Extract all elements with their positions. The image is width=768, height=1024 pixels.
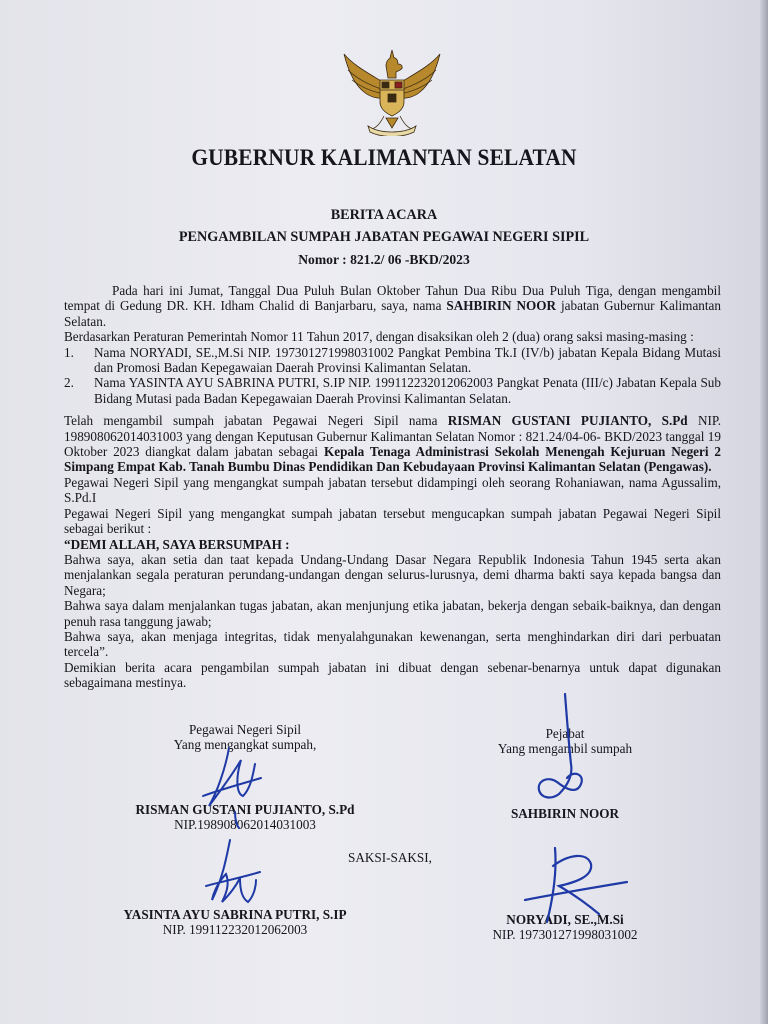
witness-left-block (80, 907, 390, 938)
witness-list-item (64, 345, 721, 376)
document-subject: PENGAMBILAN SUMPAH JABATAN PEGAWAI NEGERI SIPIL (178, 229, 590, 245)
oath-heading-text: “DEMI ALLAH, SAYA BERSUMPAH : (64, 536, 290, 552)
opening-text: Pada hari ini Jumat, Tanggal Dua Puluh Bulan Oktober Tahun Dua Ribu Dua Puluh Tiga, dengan mengambil tempat di Gedung DR. KH. Idham Chalid di Banjarbaru, saya, nama (64, 283, 721, 314)
paragraph-opening (64, 283, 721, 329)
document-title: GUBERNUR KALIMANTAN SELATAN (191, 145, 577, 170)
witness-number: 2. (64, 375, 74, 391)
oath-heading (64, 537, 721, 552)
appointee-decree: NIP. 198908062014031003 yang dengan Keputusan Gubernur Kalimantan Selatan Nomor : 821.24/04-06- BKD/2023 tanggal 19 Oktober 2023 diangkat dalam jabatan sebagai (64, 413, 722, 460)
left-signatory-name: RISMAN GUSTANI PUJIANTO, S.Pd (135, 802, 355, 817)
left-role-line-2: Yang mengangkat sumpah, (173, 737, 317, 753)
document-body (64, 283, 721, 691)
paragraph-appointee (64, 413, 721, 475)
paragraph-legal-basis: Berdasarkan Peraturan Pemerintah Nomor 11 Tahun 2017, dengan disaksikan oleh 2 (dua) orang saksi masing-masing : (64, 329, 694, 345)
document-number: Nomor : 821.2/ 06 -BKD/2023 (298, 252, 470, 267)
appointee-intro: Telah mengambil sumpah jabatan Pegawai Negeri Sipil nama (64, 413, 438, 429)
right-signatory-name: SAHBIRIN NOOR (510, 806, 620, 821)
officiating-name: SAHBIRIN NOOR (446, 298, 557, 314)
officiating-position: jabatan Gubernur Kalimantan Selatan. (64, 298, 722, 329)
paragraph-closing: Demikian berita acara pengambilan sumpah jabatan ini dibuat dengan sebenar-benarnya untuk dapat digunakan sebagaimana mestinya. (64, 659, 721, 691)
signature-appointee (195, 730, 275, 830)
signature-witness-noryadi (495, 842, 635, 932)
appointee-name: RISMAN GUSTANI PUJIANTO, S.Pd (447, 413, 688, 429)
oath-clause-1: Bahwa saya, akan setia dan taat kepada Undang-Undang Dasar Negara Republik Indonesia Tahun 1945 serta akan menjalankan segala peraturan perundang-undangan dengan selurus-lurusnya, demi dharma bakti saya kepada bangsa dan Negara; (64, 551, 721, 598)
left-role-line-1: Pegawai Negeri Sipil (188, 722, 302, 737)
witness-heading: SAKSI-SAKSI, (348, 850, 432, 865)
witness-list-item (64, 375, 721, 406)
witness-right-nip: NIP. 197301271998031002 (492, 927, 638, 943)
oath-clause-3: Bahwa saya, akan menjaga integritas, tidak menyalahgunakan kewenangan, serta menghindarkan diri dari perbuatan tercela”. (64, 628, 721, 660)
witness-left-name: YASINTA AYU SABRINA PUTRI, S.IP (123, 907, 347, 922)
witness-number: 1. (64, 344, 74, 360)
witness-text: Nama YASINTA AYU SABRINA PUTRI, S.IP NIP. 199112232012062003 Pangkat Penata (III/c) Jabatan Kepala Sub Bidang Mutasi pada Badan Kepegawaian Daerah Provinsi Kalimantan Selatan. (94, 375, 721, 406)
appointee-position: Kepala Tenaga Administrasi Sekolah Menengah Kejuruan Negeri 2 Simpang Empat Kab. Tanah Bumbu Dinas Pendidikan Dan Kebudayaan Provinsi Kalimantan Selatan (Pengawas). (64, 444, 722, 475)
signature-governor (515, 690, 605, 810)
witness-left-nip: NIP. 199112232012062003 (162, 922, 308, 938)
right-role-line-1: Pejabat (545, 726, 585, 741)
document-type: BERITA ACARA (330, 207, 438, 223)
paragraph-oath-intro: Pegawai Negeri Sipil yang mengangkat sumpah jabatan tersebut mengucapkan sumpah jabatan Pegawai Negeri Sipil sebagai berikut : (64, 505, 721, 537)
signature-witness-yasinta (200, 836, 270, 910)
right-role-line-2: Yang mengambil sumpah (497, 741, 633, 757)
left-signatory-nip: NIP.198908062014031003 (174, 817, 316, 833)
witness-text: Nama NORYADI, SE.,M.Si NIP. 197301271998031002 Pangkat Pembina Tk.I (IV/b) jabatan Kepala Bidang Mutasi dan Promosi Badan Kepegawaian Daerah Provinsi Kalimantan Selatan. (94, 344, 721, 376)
paragraph-clergy: Pegawai Negeri Sipil yang mengangkat sumpah jabatan tersebut didampingi oleh seorang Rohaniawan, nama Agussalim, S.Pd.I (64, 474, 721, 506)
oath-clause-2: Bahwa saya dalam menjalankan tugas jabatan, akan menjunjung etika jabatan, bekerja dengan sebaik-baiknya, dan dengan penuh rasa tanggung jawab; (64, 598, 721, 629)
page-edge-shadow (760, 0, 768, 1024)
witness-right-name: NORYADI, SE.,M.Si (506, 912, 624, 927)
garuda-emblem-icon (340, 44, 444, 136)
